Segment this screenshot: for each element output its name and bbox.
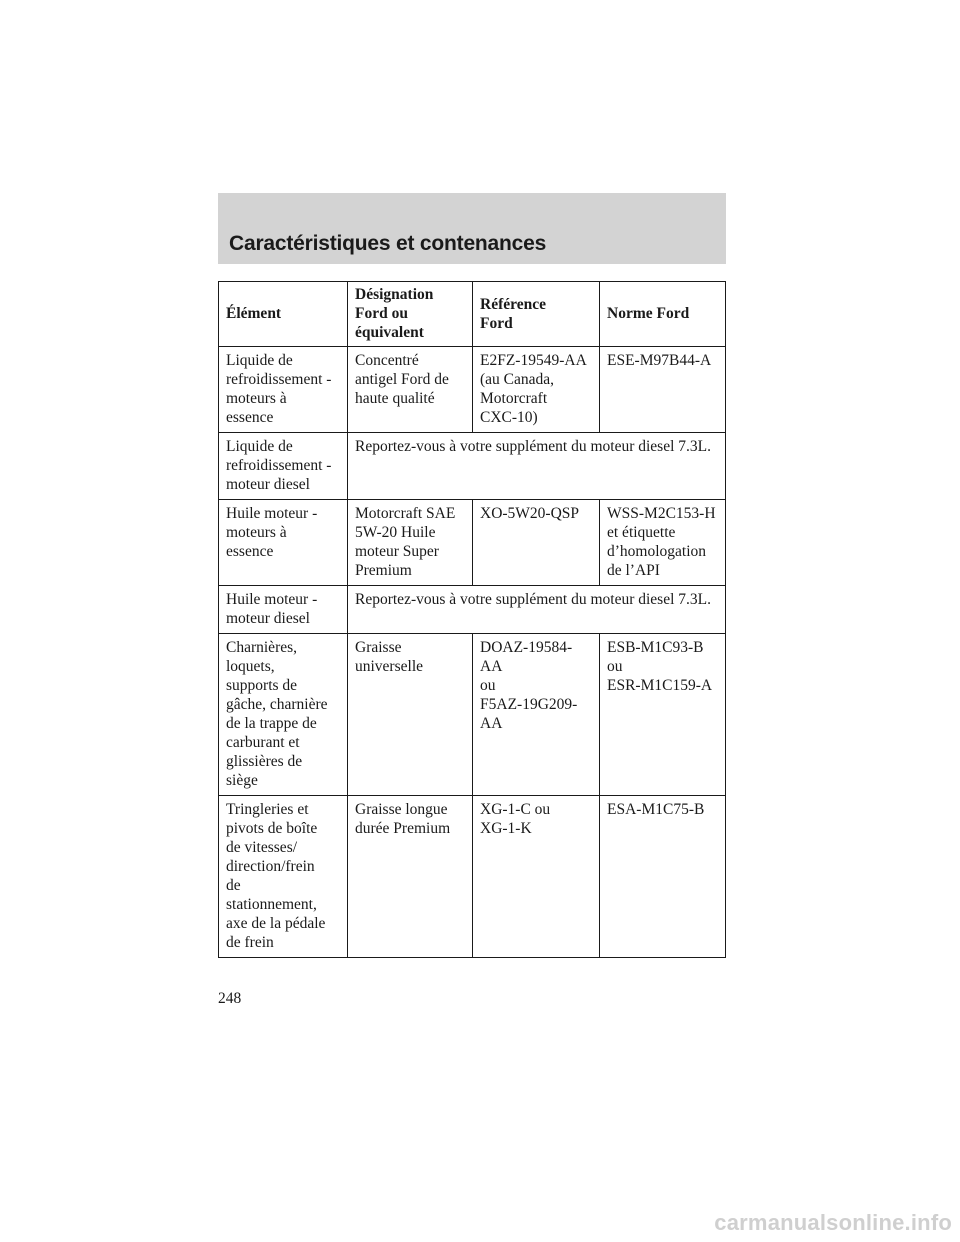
column-header-designation: Désignation Ford ou équivalent	[348, 282, 473, 347]
cell-reference: DOAZ-19584-AA ou F5AZ-19G209-AA	[473, 634, 600, 796]
cell-element: Charnières, loquets, supports de gâche, charnière de la trappe de carburant et glissières de siège	[219, 634, 348, 796]
cell-element: Huile moteur - moteur diesel	[219, 586, 348, 634]
table-row	[219, 347, 726, 433]
table-row	[219, 634, 726, 796]
cell-designation: Concentré antigel Ford de haute qualité	[348, 347, 473, 433]
cell-merged-note: Reportez-vous à votre supplément du moteur diesel 7.3L.	[348, 433, 726, 500]
cell-designation: Motorcraft SAE 5W-20 Huile moteur Super Premium	[348, 500, 473, 586]
watermark: carmanualsonline.info	[714, 1210, 952, 1235]
cell-element: Liquide de refroidissement - moteur diesel	[219, 433, 348, 500]
column-header-norme: Norme Ford	[600, 282, 726, 347]
cell-designation: Graisse longue durée Premium	[348, 796, 473, 958]
cell-element: Liquide de refroidissement - moteurs à essence	[219, 347, 348, 433]
cell-designation: Graisse universelle	[348, 634, 473, 796]
page-number: 248	[218, 990, 242, 1007]
cell-norme: ESA-M1C75-B	[600, 796, 726, 958]
cell-reference: XG-1-C ou XG-1-K	[473, 796, 600, 958]
table-row	[219, 796, 726, 958]
specifications-table	[218, 281, 726, 958]
column-header-reference: Référence Ford	[473, 282, 600, 347]
cell-norme: ESE-M97B44-A	[600, 347, 726, 433]
column-header-element: Élément	[219, 282, 348, 347]
cell-element: Huile moteur - moteurs à essence	[219, 500, 348, 586]
table-header-row	[219, 282, 726, 347]
cell-reference: XO-5W20-QSP	[473, 500, 600, 586]
table-row	[219, 433, 726, 500]
cell-reference: E2FZ-19549-AA (au Canada, Motorcraft CXC-10)	[473, 347, 600, 433]
section-title: Caractéristiques et contenances	[229, 232, 547, 255]
table-row	[219, 586, 726, 634]
cell-norme: ESB-M1C93-B ou ESR-M1C159-A	[600, 634, 726, 796]
cell-element: Tringleries et pivots de boîte de vitesses/ direction/frein de stationnement, axe de la pédale de frein	[219, 796, 348, 958]
table-row	[219, 500, 726, 586]
cell-norme: WSS-M2C153-H et étiquette d’homologation de l’API	[600, 500, 726, 586]
cell-merged-note: Reportez-vous à votre supplément du moteur diesel 7.3L.	[348, 586, 726, 634]
